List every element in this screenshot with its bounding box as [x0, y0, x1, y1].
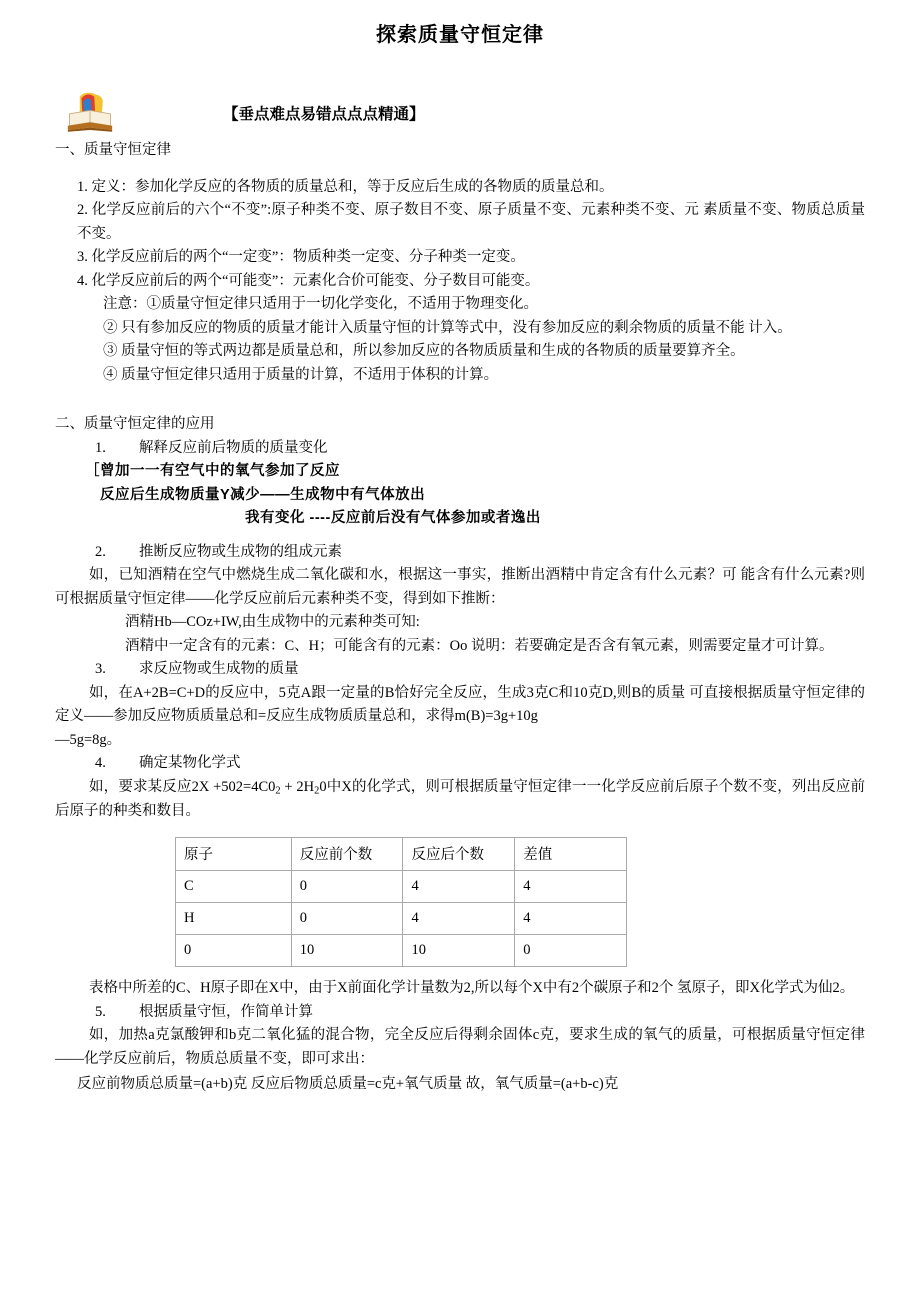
- page-title: 探索质量守恒定律: [376, 24, 544, 46]
- section1-item-1: 1. 定义：参加化学反应的各物质的质量总和，等于反应后生成的各物质的质量总和。: [77, 179, 614, 195]
- kicker-heading: 【垂点难点易错点点点精通】: [223, 106, 425, 123]
- section1-note-3: ③ 质量守恒的等式两边都是质量总和，所以参加反应的各物质质量和生成的各物质的质量要算齐全。: [103, 343, 745, 360]
- section2-item-3-label: [55, 658, 865, 681]
- table-cell: 4: [403, 903, 515, 935]
- emphasis-line-1: ［曾加一一有空气中的氧气参加了反应: [85, 463, 340, 480]
- item-number: 2.: [95, 543, 106, 560]
- equation-part-b: + 2H: [280, 778, 315, 795]
- header-block: [55, 90, 865, 176]
- item-label: 解释反应前后物质的质量变化: [139, 439, 328, 456]
- section2-item-3-para-2: —5g=8g。: [55, 731, 122, 748]
- table-row: [176, 871, 627, 903]
- table-cell: 0: [291, 903, 403, 935]
- section1-note-1: 注意：①质量守恒定律只适用于一切化学变化，不适用于物理变化。: [103, 296, 538, 313]
- table-header-cell: 原子: [176, 838, 292, 871]
- table-cell: 4: [403, 871, 515, 903]
- table-cell: 0: [176, 935, 292, 967]
- equation-subscript-1: 2: [275, 784, 281, 796]
- section1-item-2: 2. 化学反应前后的六个“不变”:原子种类不变、原子数目不变、原子质量不变、元素种类不变、元 素质量不变、物质总质量不变。: [77, 202, 865, 242]
- item-label: 求反应物或生成物的质量: [139, 661, 299, 678]
- section2-item-2-para-1: 如，已知酒精在空气中燃烧生成二氧化碳和水，根据这一事实，推断出酒精中肯定含有什么元素？可 能含有什么元素?则可根据质量守恒定律——化学反应前后元素种类不变，得到如下推断：: [55, 567, 865, 607]
- table-cell: 4: [515, 871, 627, 903]
- table-header-cell: 差值: [515, 838, 627, 871]
- table-cell: 0: [515, 935, 627, 967]
- item-number: 3.: [95, 661, 106, 678]
- equation-subscript-2: 2: [314, 784, 320, 796]
- table-cell: C: [176, 871, 292, 903]
- section2-item-2-para-3: 酒精中一定含有的元素：C、H；可能含有的元素：Oo 说明：若要确定是否含有氧元素，则需要定量才可计算。: [125, 637, 834, 654]
- atom-count-table: [175, 837, 627, 967]
- table-row: [176, 903, 627, 935]
- item-label: 确定某物化学式: [139, 755, 241, 772]
- item-number: 5.: [95, 1003, 106, 1020]
- table-cell: 10: [403, 935, 515, 967]
- open-book-icon: [64, 90, 116, 136]
- section2-item-5-para-2: 反应前物质总质量=(a+b)克 反应后物质总质量=c克+氧气质量 故，氧气质量=(a+b-c)克: [77, 1076, 619, 1093]
- emphasis-line-3: 我有变化 ----反应前后没有气体参加或者逸出: [245, 510, 541, 527]
- section2-item-4-para-1: [55, 776, 865, 824]
- item-number: 4.: [95, 755, 106, 772]
- table-cell: 4: [515, 903, 627, 935]
- section1-item-4: 4. 化学反应前后的两个“可能变”：元素化合价可能变、分子数目可能变。: [77, 272, 540, 289]
- section2-item-4-para-2: 表格中所差的C、H原子即在X中，由于X前面化学计量数为2,所以每个X中有2个碳原子和2个 氢原子，即X化学式为仙2。: [89, 980, 855, 997]
- table-row: [176, 935, 627, 967]
- spacer: [55, 387, 865, 413]
- section2-item-5-para-1: 如，加热a克氯酸钾和b克二氧化猛的混合物，完全反应后得剩余固体c克，要求生成的氧气的质量，可根据质量守恒定律——化学反应前后，物质总质量不变，即可求出：: [55, 1027, 865, 1067]
- item-number: 1.: [95, 439, 106, 456]
- spacer: [55, 531, 865, 541]
- section2-item-2-label: [55, 541, 865, 564]
- table-header-cell: 反应后个数: [403, 838, 515, 871]
- section2-item-4-label: [55, 752, 865, 775]
- emphasis-line-2: 反应后生成物质量Y减少——生成物中有气体放出: [100, 486, 426, 503]
- section1-item-3: 3. 化学反应前后的两个“一定变”：物质种类一定变、分子种类一定变。: [77, 249, 525, 266]
- section2-item-3-para-1: 如，在A+2B=C+D的反应中，5克A跟一定量的B恰好完全反应，生成3克C和10克D,则B的质量 可直接根据质量守恒定律的定义——参加反应物质质量总和=反应生成物质质量总和，求得m(B)=3g+10g: [55, 684, 865, 725]
- section2-item-1-label: [55, 437, 865, 460]
- section-2-heading: 二、质量守恒定律的应用: [55, 416, 215, 433]
- table-header-cell: 反应前个数: [291, 838, 403, 871]
- section-1-heading: 一、质量守恒定律: [55, 142, 171, 158]
- equation-part-a: 如，要求某反应2X +502=4C0: [89, 778, 276, 795]
- table-cell: 10: [291, 935, 403, 967]
- section2-item-5-label: [55, 1001, 865, 1024]
- table-header-row: [176, 838, 627, 871]
- equation-part-c: 0中X的化学式，则可根据质量守恒定律一一化学反应前后原子个数不变，列出反应前后原子的种类和数目。: [55, 778, 866, 819]
- section1-note-2: ② 只有参加反应的物质的质量才能计入质量守恒的计算等式中，没有参加反应的剩余物质的质量不能 计入。: [103, 319, 792, 336]
- item-label: 推断反应物或生成物的组成元素: [139, 543, 342, 560]
- table-cell: H: [176, 903, 292, 935]
- table-cell: 0: [291, 871, 403, 903]
- item-label: 根据质量守恒，作简单计算: [139, 1003, 313, 1020]
- section2-item-2-para-2: 酒精Hb—COz+IW,由生成物中的元素种类可知:: [125, 614, 420, 631]
- section1-note-4: ④ 质量守恒定律只适用于质量的计算，不适用于体积的计算。: [103, 366, 499, 383]
